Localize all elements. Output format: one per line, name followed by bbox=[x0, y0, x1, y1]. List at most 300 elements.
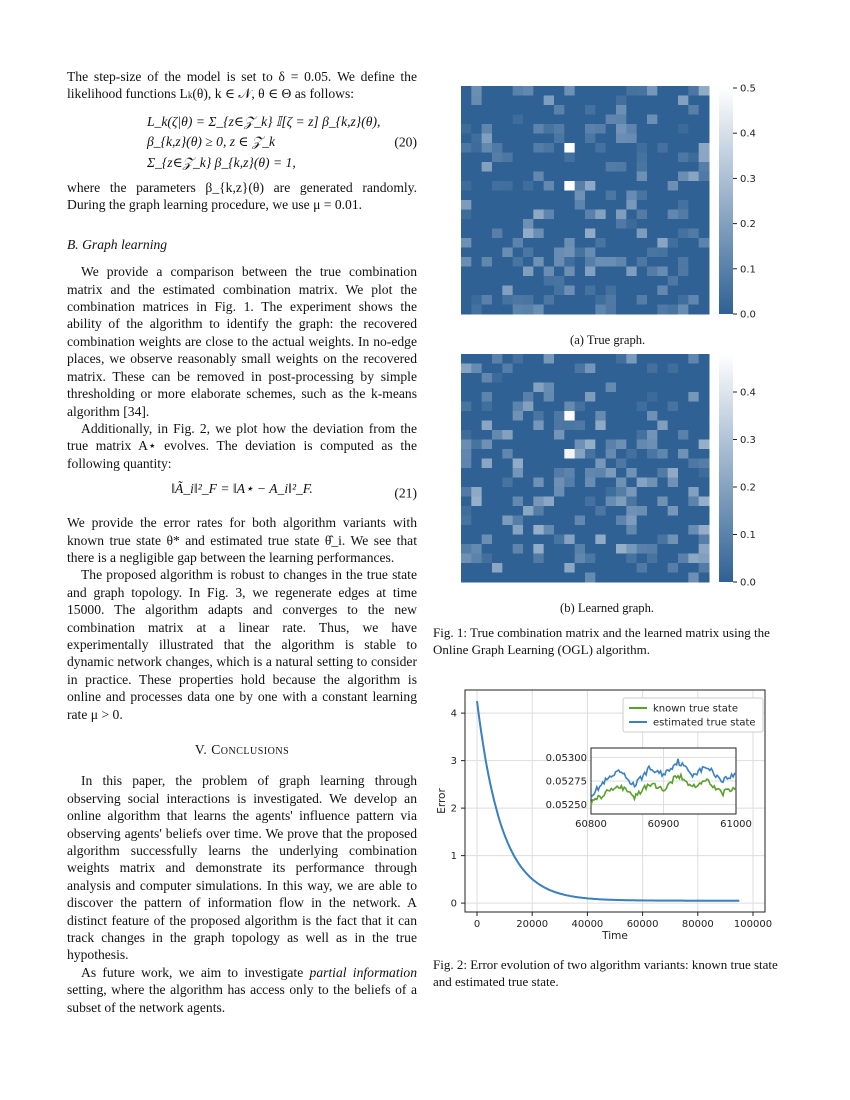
heatmap-cell bbox=[544, 286, 555, 296]
eq20-line2: β_{k,z}(θ) ≥ 0, z ∈ 𝒵_k bbox=[147, 134, 276, 150]
heatmap-cell bbox=[585, 134, 596, 144]
heatmap-cell bbox=[471, 191, 482, 201]
heatmap-cell bbox=[688, 267, 699, 277]
heatmap-cell bbox=[647, 276, 658, 286]
heatmap-cell bbox=[533, 305, 544, 315]
heatmap-cell bbox=[626, 544, 637, 554]
heatmap-cell bbox=[502, 105, 513, 115]
paragraph-stepsize: The step-size of the model is set to δ = 0.05. We define the likelihood functions Lk(θ), k ∈ 𝒩, θ ∈ Θ as follows: bbox=[67, 69, 417, 102]
heatmap-cell bbox=[637, 497, 648, 507]
heatmap-cell bbox=[523, 115, 534, 125]
heatmap-cell bbox=[585, 544, 596, 554]
heatmap-cell bbox=[699, 305, 710, 315]
heatmap-cell bbox=[626, 563, 637, 573]
heatmap-cell bbox=[482, 497, 493, 507]
heatmap-cell bbox=[544, 563, 555, 573]
heatmap-cell bbox=[657, 506, 668, 516]
heatmap-cell bbox=[626, 295, 637, 305]
heatmap-cell bbox=[657, 383, 668, 393]
heatmap-cell bbox=[523, 286, 534, 296]
heatmap-cell bbox=[564, 267, 575, 277]
heatmap-cell bbox=[533, 487, 544, 497]
heatmap-cell bbox=[637, 459, 648, 469]
heatmap-cell bbox=[471, 86, 482, 96]
heatmap-cell bbox=[678, 124, 689, 134]
heatmap-cell bbox=[678, 478, 689, 488]
heatmap-cell bbox=[595, 402, 606, 412]
heatmap-cell bbox=[544, 525, 555, 535]
heatmap-cell bbox=[502, 478, 513, 488]
heatmap-cell bbox=[492, 497, 503, 507]
heatmap-cell bbox=[657, 295, 668, 305]
heatmap-cell bbox=[482, 86, 493, 96]
heatmap-cell bbox=[482, 295, 493, 305]
heatmap-cell bbox=[668, 506, 679, 516]
heatmap-cell bbox=[626, 449, 637, 459]
heatmap-cell bbox=[616, 267, 627, 277]
heatmap-cell bbox=[595, 181, 606, 191]
heatmap-cell bbox=[616, 96, 627, 106]
heatmap-cell bbox=[626, 497, 637, 507]
heatmap-cell bbox=[657, 478, 668, 488]
heatmap-cell bbox=[647, 286, 658, 296]
heatmap-cell bbox=[595, 229, 606, 239]
heatmap-cell bbox=[699, 238, 710, 248]
heatmap-cell bbox=[647, 134, 658, 144]
heatmap-cell bbox=[461, 411, 472, 421]
legend-label: known true state bbox=[653, 703, 738, 715]
heatmap-cell bbox=[533, 276, 544, 286]
heatmap-cell bbox=[668, 172, 679, 182]
heatmap-cell bbox=[647, 238, 658, 248]
heatmap-cell bbox=[637, 105, 648, 115]
heatmap-cell bbox=[492, 191, 503, 201]
heatmap-cell bbox=[647, 115, 658, 125]
heatmap-cell bbox=[461, 525, 472, 535]
heatmap-cell bbox=[699, 563, 710, 573]
heatmap-cell bbox=[564, 162, 575, 172]
heatmap-cell bbox=[492, 286, 503, 296]
heatmap-cell bbox=[533, 115, 544, 125]
heatmap-cell bbox=[482, 305, 493, 315]
heatmap-cell bbox=[461, 383, 472, 393]
heatmap-cell bbox=[513, 124, 524, 134]
heatmap-cell bbox=[513, 430, 524, 440]
fig2-plot bbox=[436, 690, 772, 942]
x-tick-label: 60000 bbox=[626, 919, 659, 930]
heatmap-cell bbox=[616, 364, 627, 374]
heatmap-cell bbox=[523, 364, 534, 374]
heatmap-cell bbox=[688, 305, 699, 315]
paragraph-robust: The proposed algorithm is robust to changes in the true state and graph topology. In Fig. 3, we regenerate edges at time 15000. The algorithm adapts and converges to the new combination matrix at a linear rate. Thus, we have experimentally illustrated that the algorithm is stable to dynamic network changes, which is a natural setting to consider in practice. These properties hold because the algorithm is online and processes data one by one with a constant learning rate μ > 0. bbox=[67, 567, 417, 722]
heatmap-cell bbox=[482, 554, 493, 564]
heatmap-cell bbox=[657, 115, 668, 125]
heatmap-cell bbox=[626, 153, 637, 163]
heatmap-cell bbox=[502, 516, 513, 526]
heatmap-cell bbox=[492, 554, 503, 564]
heatmap-cell bbox=[688, 459, 699, 469]
heatmap-cell bbox=[595, 563, 606, 573]
heatmap-cell bbox=[471, 143, 482, 153]
heatmap-cell bbox=[492, 238, 503, 248]
heatmap-cell bbox=[585, 449, 596, 459]
heatmap-cell bbox=[606, 392, 617, 402]
heatmap-cell bbox=[492, 411, 503, 421]
heatmap-cell bbox=[688, 516, 699, 526]
heatmap-cell bbox=[523, 86, 534, 96]
heatmap-cell bbox=[533, 153, 544, 163]
heatmap-cell bbox=[482, 143, 493, 153]
heatmap-cell bbox=[513, 86, 524, 96]
heatmap-cell bbox=[533, 181, 544, 191]
heatmap-cell bbox=[678, 525, 689, 535]
heatmap-cell bbox=[585, 459, 596, 469]
heatmap-cell bbox=[523, 459, 534, 469]
heatmap-cell bbox=[678, 305, 689, 315]
heatmap-cell bbox=[533, 248, 544, 258]
heatmap-cell bbox=[585, 373, 596, 383]
heatmap-cell bbox=[699, 525, 710, 535]
heatmap-cell bbox=[533, 191, 544, 201]
heatmap-cell bbox=[637, 257, 648, 267]
heatmap-cell bbox=[616, 248, 627, 258]
heatmap-cell bbox=[678, 210, 689, 220]
heatmap-cell bbox=[513, 497, 524, 507]
heatmap-cell bbox=[616, 525, 627, 535]
heatmap-cell bbox=[678, 286, 689, 296]
heatmap-cell bbox=[461, 143, 472, 153]
heatmap-cell bbox=[595, 364, 606, 374]
heatmap-cell bbox=[688, 162, 699, 172]
heatmap-cell bbox=[533, 573, 544, 583]
heatmap-cell bbox=[523, 134, 534, 144]
heatmap-cell bbox=[688, 124, 699, 134]
heatmap-cell bbox=[575, 200, 586, 210]
heatmap-cell bbox=[606, 200, 617, 210]
heatmap-cell bbox=[616, 153, 627, 163]
heatmap-cell bbox=[637, 573, 648, 583]
heatmap-cell bbox=[544, 373, 555, 383]
heatmap-cell bbox=[688, 468, 699, 478]
heatmap-cell bbox=[688, 563, 699, 573]
heatmap-cell bbox=[699, 411, 710, 421]
heatmap-cell bbox=[637, 392, 648, 402]
heatmap-cell bbox=[502, 449, 513, 459]
heatmap-cell bbox=[575, 229, 586, 239]
heatmap-cell bbox=[575, 411, 586, 421]
heatmap-cell bbox=[575, 305, 586, 315]
heatmap-cell bbox=[616, 430, 627, 440]
heatmap-cell bbox=[533, 162, 544, 172]
heatmap-cell bbox=[502, 373, 513, 383]
heatmap-cell bbox=[482, 573, 493, 583]
heatmap-cell bbox=[616, 554, 627, 564]
heatmap-cell bbox=[471, 497, 482, 507]
y-tick-label: 0 bbox=[450, 898, 457, 910]
heatmap-cell bbox=[606, 430, 617, 440]
heatmap-cell bbox=[688, 191, 699, 201]
heatmap-cell bbox=[626, 430, 637, 440]
heatmap-cell bbox=[513, 440, 524, 450]
heatmap-cell bbox=[575, 554, 586, 564]
heatmap-cell bbox=[606, 383, 617, 393]
heatmap-cell bbox=[492, 373, 503, 383]
paragraph-future-work: As future work, we aim to investigate partial information setting, where the algorithm has access only to the beliefs of a subset of the network agents. bbox=[67, 964, 417, 1015]
heatmap-cell bbox=[637, 544, 648, 554]
heatmap-cell bbox=[616, 238, 627, 248]
heatmap-cell bbox=[461, 286, 472, 296]
heatmap-cell bbox=[502, 411, 513, 421]
heatmap-cell bbox=[595, 440, 606, 450]
heatmap-cell bbox=[575, 402, 586, 412]
heatmap-cell bbox=[575, 459, 586, 469]
heatmap-cell bbox=[575, 354, 586, 364]
heatmap-cell bbox=[647, 449, 658, 459]
heatmap-cell bbox=[637, 402, 648, 412]
heatmap-cell bbox=[585, 402, 596, 412]
heatmap-cell bbox=[668, 478, 679, 488]
heatmap-cell bbox=[533, 383, 544, 393]
heatmap-cell bbox=[492, 219, 503, 229]
heatmap-cell bbox=[554, 267, 565, 277]
heatmap-cell bbox=[482, 364, 493, 374]
heatmap-cell bbox=[637, 181, 648, 191]
colorbar-tick-label: 0.2 bbox=[740, 219, 756, 231]
heatmap-cell bbox=[678, 295, 689, 305]
heatmap-cell bbox=[595, 478, 606, 488]
heatmap-cell bbox=[575, 506, 586, 516]
paragraph-parameters: where the parameters β_{k,z}(θ) are generated randomly. During the graph learning procedure, we use μ = 0.01. bbox=[67, 180, 417, 213]
heatmap-cell bbox=[678, 238, 689, 248]
heatmap-cell bbox=[554, 134, 565, 144]
heatmap-cell bbox=[688, 487, 699, 497]
heatmap-cell bbox=[585, 516, 596, 526]
heatmap-cell bbox=[647, 506, 658, 516]
heatmap-cell bbox=[606, 563, 617, 573]
heatmap-cell bbox=[533, 364, 544, 374]
heatmap-cell bbox=[595, 86, 606, 96]
heatmap-cell bbox=[647, 554, 658, 564]
heatmap-cell bbox=[606, 276, 617, 286]
heatmap-cell bbox=[533, 373, 544, 383]
heatmap-cell bbox=[502, 257, 513, 267]
heatmap-cell bbox=[564, 153, 575, 163]
heatmap-cell bbox=[668, 373, 679, 383]
heatmap-cell bbox=[688, 544, 699, 554]
heatmap-cell bbox=[688, 105, 699, 115]
heatmap-cell bbox=[544, 105, 555, 115]
heatmap-cell bbox=[461, 573, 472, 583]
heatmap-cell bbox=[616, 421, 627, 431]
heatmap-cell bbox=[544, 210, 555, 220]
heatmap-cell bbox=[626, 96, 637, 106]
heatmap-cell bbox=[657, 468, 668, 478]
heatmap-cell bbox=[513, 143, 524, 153]
heatmap-cell bbox=[657, 430, 668, 440]
heatmap-cell bbox=[502, 172, 513, 182]
heatmap-cell bbox=[513, 105, 524, 115]
heatmap-cell bbox=[657, 525, 668, 535]
heatmap-cell bbox=[657, 392, 668, 402]
heatmap-cell bbox=[647, 305, 658, 315]
heatmap-cell bbox=[606, 257, 617, 267]
x-tick-label: 0 bbox=[473, 919, 481, 930]
heatmap-cell bbox=[544, 402, 555, 412]
heatmap-cell bbox=[575, 267, 586, 277]
heatmap-cell bbox=[575, 478, 586, 488]
heatmap-cell bbox=[554, 506, 565, 516]
heatmap-cell bbox=[502, 459, 513, 469]
heatmap-cell bbox=[533, 497, 544, 507]
heatmap-cell bbox=[637, 238, 648, 248]
heatmap-cell bbox=[513, 295, 524, 305]
heatmap-cell bbox=[533, 354, 544, 364]
heatmap-cell bbox=[699, 200, 710, 210]
heatmap-cell bbox=[606, 191, 617, 201]
heatmap-cell bbox=[637, 210, 648, 220]
heatmap-cell bbox=[575, 440, 586, 450]
heatmap-cell bbox=[461, 364, 472, 374]
heatmap-cell bbox=[554, 295, 565, 305]
heatmap-cell bbox=[606, 295, 617, 305]
heatmap-cell bbox=[637, 115, 648, 125]
heatmap-cell bbox=[575, 181, 586, 191]
heatmap-cell bbox=[616, 563, 627, 573]
heatmap-cell bbox=[544, 411, 555, 421]
heatmap-cell bbox=[626, 421, 637, 431]
heatmap-cell bbox=[699, 364, 710, 374]
heatmap-cell bbox=[606, 535, 617, 545]
heatmap-cell bbox=[647, 497, 658, 507]
heatmap-cell bbox=[471, 257, 482, 267]
heatmap-cell bbox=[585, 573, 596, 583]
heatmap-cell bbox=[461, 487, 472, 497]
heatmap-cell bbox=[544, 295, 555, 305]
x-tick-label: 20000 bbox=[516, 919, 549, 930]
heatmap-cell bbox=[502, 181, 513, 191]
heatmap-cell bbox=[461, 267, 472, 277]
heatmap-cell bbox=[482, 421, 493, 431]
heatmap-cell bbox=[564, 383, 575, 393]
heatmap-cell bbox=[637, 191, 648, 201]
heatmap-cell bbox=[647, 535, 658, 545]
heatmap-cell bbox=[492, 392, 503, 402]
heatmap-cell bbox=[482, 134, 493, 144]
heatmap-cell bbox=[554, 105, 565, 115]
heatmap-cell bbox=[595, 295, 606, 305]
heatmap-cell bbox=[544, 440, 555, 450]
heatmap-cell bbox=[626, 124, 637, 134]
heatmap-cell bbox=[616, 172, 627, 182]
heatmap-cell bbox=[523, 276, 534, 286]
inset-y-tick-label: 0.05300 bbox=[545, 752, 587, 764]
heatmap-cell bbox=[502, 96, 513, 106]
heatmap-cell bbox=[699, 276, 710, 286]
heatmap-cell bbox=[533, 267, 544, 277]
heatmap-cell bbox=[492, 229, 503, 239]
heatmap-cell bbox=[606, 286, 617, 296]
heatmap-cell bbox=[471, 478, 482, 488]
heatmap-cell bbox=[688, 134, 699, 144]
heatmap-cell bbox=[657, 516, 668, 526]
heatmap-cell bbox=[461, 392, 472, 402]
heatmap-cell bbox=[471, 276, 482, 286]
heatmap-cell bbox=[678, 248, 689, 258]
heatmap-cell bbox=[575, 573, 586, 583]
heatmap-cell bbox=[544, 229, 555, 239]
heatmap-cell bbox=[482, 210, 493, 220]
heatmap-cell bbox=[502, 354, 513, 364]
heatmap-cell bbox=[461, 238, 472, 248]
heatmap-cell bbox=[575, 468, 586, 478]
heatmap-cell bbox=[616, 124, 627, 134]
heatmap-cell bbox=[668, 354, 679, 364]
heatmap-cell bbox=[564, 573, 575, 583]
heatmap-cell bbox=[471, 402, 482, 412]
heatmap-cell bbox=[616, 506, 627, 516]
heatmap-cell bbox=[502, 115, 513, 125]
heatmap-cell bbox=[699, 430, 710, 440]
heatmap-cell bbox=[554, 364, 565, 374]
heatmap-cell bbox=[616, 210, 627, 220]
heatmap-cell bbox=[564, 219, 575, 229]
heatmap-cell bbox=[699, 402, 710, 412]
heatmap-cell bbox=[678, 516, 689, 526]
heatmap-cell bbox=[637, 411, 648, 421]
heatmap-cell bbox=[637, 162, 648, 172]
heatmap-cell bbox=[564, 124, 575, 134]
heatmap-cell bbox=[471, 383, 482, 393]
heatmap-cell bbox=[523, 440, 534, 450]
heatmap-cell bbox=[678, 191, 689, 201]
heatmap-cell bbox=[616, 276, 627, 286]
heatmap-cell bbox=[595, 421, 606, 431]
heatmap-cell bbox=[513, 364, 524, 374]
heatmap-cell bbox=[668, 115, 679, 125]
colorbar-tick-label: 0.4 bbox=[740, 128, 756, 140]
heatmap-cell bbox=[513, 392, 524, 402]
heatmap-cell bbox=[657, 86, 668, 96]
heatmap-cell bbox=[637, 200, 648, 210]
heatmap-cell bbox=[471, 525, 482, 535]
heatmap-cell bbox=[637, 468, 648, 478]
heatmap-cell bbox=[616, 143, 627, 153]
heatmap-cell bbox=[688, 86, 699, 96]
heatmap-cell bbox=[585, 383, 596, 393]
heatmap-cell bbox=[502, 554, 513, 564]
heatmap-cell bbox=[544, 468, 555, 478]
heatmap-cell bbox=[461, 563, 472, 573]
heatmap-cell bbox=[544, 544, 555, 554]
heatmap-cell bbox=[544, 364, 555, 374]
heatmap-cell bbox=[554, 544, 565, 554]
heatmap-cell bbox=[668, 134, 679, 144]
heatmap-cell bbox=[699, 286, 710, 296]
caption-learned-graph: (b) Learned graph. bbox=[560, 601, 655, 615]
inset-y-tick-label: 0.05275 bbox=[545, 776, 587, 788]
heatmap-cell bbox=[606, 373, 617, 383]
heatmap-cell bbox=[533, 257, 544, 267]
heatmap-cell bbox=[482, 229, 493, 239]
heatmap-cell bbox=[554, 248, 565, 258]
heatmap-cell bbox=[554, 411, 565, 421]
heatmap-cell bbox=[575, 563, 586, 573]
heatmap-cell bbox=[606, 516, 617, 526]
heatmap-cell bbox=[637, 449, 648, 459]
heatmap-cell bbox=[688, 219, 699, 229]
heatmap-cell bbox=[482, 402, 493, 412]
heatmap-cell bbox=[502, 143, 513, 153]
